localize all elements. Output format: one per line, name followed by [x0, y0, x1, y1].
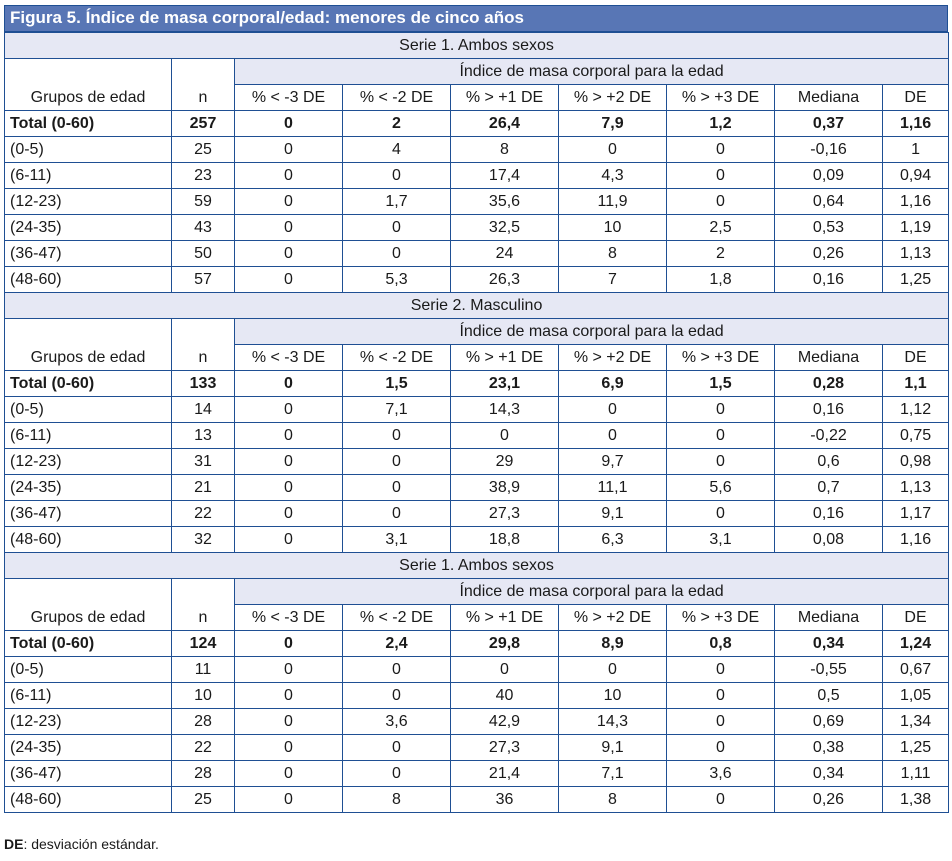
cell-de: 0,94: [883, 163, 949, 189]
cell-de: 1,16: [883, 111, 949, 137]
cell-pct-lt-3de: 0: [235, 215, 343, 241]
cell-pct-gt-1de: 0: [451, 657, 559, 683]
cell-mediana: 0,26: [775, 241, 883, 267]
cell-pct-gt-3de: 1,5: [667, 371, 775, 397]
cell-pct-lt-3de: 0: [235, 371, 343, 397]
cell-pct-lt-3de: 0: [235, 657, 343, 683]
cell-pct-lt-3de: 0: [235, 397, 343, 423]
cell-pct-lt-3de: 0: [235, 787, 343, 813]
cell-pct-lt-2de: 0: [343, 761, 451, 787]
cell-de: 1,13: [883, 475, 949, 501]
series-header-row: [5, 293, 949, 319]
index-header-row: [5, 59, 949, 85]
cell-de: 0,98: [883, 449, 949, 475]
table-row: [5, 241, 949, 267]
cell-mediana: 0,69: [775, 709, 883, 735]
cell-pct-gt-3de: 0: [667, 137, 775, 163]
cell-n: 28: [172, 709, 235, 735]
cell-pct-lt-3de: 0: [235, 111, 343, 137]
col-header-de: DE: [883, 605, 949, 631]
cell-pct-gt-3de: 0: [667, 397, 775, 423]
col-header-pct-gt-3de: % > +3 DE: [667, 605, 775, 631]
cell-n: 43: [172, 215, 235, 241]
footnote: [4, 836, 159, 852]
cell-pct-gt-3de: 2,5: [667, 215, 775, 241]
cell-pct-lt-2de: 0: [343, 475, 451, 501]
cell-pct-lt-3de: 0: [235, 527, 343, 553]
cell-mediana: -0,22: [775, 423, 883, 449]
col-header-mediana: Mediana: [775, 605, 883, 631]
cell-pct-gt-2de: 11,9: [559, 189, 667, 215]
cell-age-group: (24-35): [5, 215, 172, 241]
cell-pct-lt-2de: 0: [343, 501, 451, 527]
cell-mediana: 0,34: [775, 631, 883, 657]
col-header-n: n: [172, 59, 235, 111]
cell-pct-gt-2de: 14,3: [559, 709, 667, 735]
cell-pct-gt-1de: 17,4: [451, 163, 559, 189]
table-row: [5, 397, 949, 423]
cell-pct-gt-1de: 26,4: [451, 111, 559, 137]
col-header-pct-gt-2de: % > +2 DE: [559, 85, 667, 111]
cell-pct-gt-1de: 40: [451, 683, 559, 709]
cell-pct-lt-3de: 0: [235, 631, 343, 657]
cell-pct-gt-3de: 0: [667, 735, 775, 761]
cell-age-group: Total (0-60): [5, 371, 172, 397]
cell-n: 23: [172, 163, 235, 189]
cell-mediana: 0,16: [775, 397, 883, 423]
cell-pct-lt-3de: 0: [235, 449, 343, 475]
cell-pct-lt-2de: 0: [343, 163, 451, 189]
cell-mediana: 0,6: [775, 449, 883, 475]
cell-de: 1,05: [883, 683, 949, 709]
series-label: Serie 1. Ambos sexos: [5, 33, 949, 59]
cell-pct-gt-1de: 27,3: [451, 501, 559, 527]
cell-pct-lt-2de: 3,1: [343, 527, 451, 553]
cell-pct-lt-3de: 0: [235, 423, 343, 449]
col-header-pct-lt-3de: % < -3 DE: [235, 85, 343, 111]
cell-pct-lt-2de: 0: [343, 735, 451, 761]
cell-n: 50: [172, 241, 235, 267]
cell-pct-lt-2de: 7,1: [343, 397, 451, 423]
cell-pct-gt-3de: 1,8: [667, 267, 775, 293]
cell-pct-lt-3de: 0: [235, 267, 343, 293]
col-header-pct-lt-3de: % < -3 DE: [235, 345, 343, 371]
col-header-pct-gt-1de: % > +1 DE: [451, 85, 559, 111]
cell-pct-gt-2de: 8: [559, 241, 667, 267]
cell-age-group: (24-35): [5, 475, 172, 501]
cell-n: 257: [172, 111, 235, 137]
cell-pct-lt-2de: 4: [343, 137, 451, 163]
cell-mediana: 0,28: [775, 371, 883, 397]
index-header: Índice de masa corporal para la edad: [235, 59, 949, 85]
cell-pct-gt-1de: 29: [451, 449, 559, 475]
col-header-n: n: [172, 579, 235, 631]
cell-pct-lt-2de: 0: [343, 215, 451, 241]
cell-n: 25: [172, 787, 235, 813]
cell-n: 28: [172, 761, 235, 787]
cell-pct-gt-1de: 27,3: [451, 735, 559, 761]
cell-pct-gt-3de: 3,6: [667, 761, 775, 787]
table-row: [5, 475, 949, 501]
col-header-de: DE: [883, 345, 949, 371]
cell-n: 25: [172, 137, 235, 163]
cell-mediana: 0,08: [775, 527, 883, 553]
cell-pct-gt-3de: 0: [667, 787, 775, 813]
cell-n: 14: [172, 397, 235, 423]
cell-mediana: 0,16: [775, 267, 883, 293]
cell-de: 1,17: [883, 501, 949, 527]
cell-pct-gt-1de: 32,5: [451, 215, 559, 241]
cell-n: 57: [172, 267, 235, 293]
cell-age-group: (6-11): [5, 423, 172, 449]
cell-n: 124: [172, 631, 235, 657]
cell-pct-gt-3de: 5,6: [667, 475, 775, 501]
cell-pct-gt-2de: 0: [559, 137, 667, 163]
cell-pct-gt-1de: 21,4: [451, 761, 559, 787]
cell-age-group: (36-47): [5, 241, 172, 267]
cell-age-group: (0-5): [5, 657, 172, 683]
table-row: [5, 657, 949, 683]
col-header-pct-gt-3de: % > +3 DE: [667, 345, 775, 371]
cell-pct-gt-3de: 1,2: [667, 111, 775, 137]
cell-de: 1,25: [883, 735, 949, 761]
table-row: [5, 787, 949, 813]
col-header-mediana: Mediana: [775, 345, 883, 371]
cell-pct-lt-3de: 0: [235, 137, 343, 163]
cell-age-group: (36-47): [5, 761, 172, 787]
col-header-age-group: Grupos de edad: [5, 579, 172, 631]
cell-pct-gt-3de: 0,8: [667, 631, 775, 657]
cell-pct-gt-2de: 8: [559, 787, 667, 813]
cell-pct-gt-3de: 0: [667, 683, 775, 709]
cell-mediana: 0,26: [775, 787, 883, 813]
cell-pct-gt-2de: 9,1: [559, 501, 667, 527]
cell-pct-gt-1de: 38,9: [451, 475, 559, 501]
cell-pct-lt-2de: 8: [343, 787, 451, 813]
index-header-row: [5, 319, 949, 345]
cell-pct-gt-1de: 8: [451, 137, 559, 163]
table-row: [5, 449, 949, 475]
cell-age-group: (48-60): [5, 267, 172, 293]
cell-pct-lt-3de: 0: [235, 735, 343, 761]
cell-pct-gt-2de: 8,9: [559, 631, 667, 657]
cell-mediana: 0,09: [775, 163, 883, 189]
cell-de: 1,38: [883, 787, 949, 813]
bmi-table: [4, 32, 949, 813]
cell-pct-gt-1de: 23,1: [451, 371, 559, 397]
cell-pct-lt-2de: 2: [343, 111, 451, 137]
cell-n: 133: [172, 371, 235, 397]
cell-age-group: (12-23): [5, 709, 172, 735]
footnote-abbr: DE: [4, 836, 24, 852]
cell-pct-lt-3de: 0: [235, 761, 343, 787]
cell-pct-lt-3de: 0: [235, 683, 343, 709]
cell-pct-gt-3de: 2: [667, 241, 775, 267]
figure-5: [4, 5, 948, 813]
cell-pct-gt-1de: 14,3: [451, 397, 559, 423]
cell-n: 22: [172, 735, 235, 761]
cell-pct-gt-2de: 6,9: [559, 371, 667, 397]
cell-pct-gt-1de: 24: [451, 241, 559, 267]
cell-pct-gt-2de: 7: [559, 267, 667, 293]
cell-age-group: (24-35): [5, 735, 172, 761]
cell-age-group: (6-11): [5, 683, 172, 709]
cell-n: 22: [172, 501, 235, 527]
cell-pct-lt-3de: 0: [235, 501, 343, 527]
cell-age-group: (0-5): [5, 397, 172, 423]
cell-pct-gt-3de: 0: [667, 449, 775, 475]
cell-de: 1,25: [883, 267, 949, 293]
cell-n: 13: [172, 423, 235, 449]
cell-pct-gt-2de: 4,3: [559, 163, 667, 189]
series-label: Serie 2. Masculino: [5, 293, 949, 319]
cell-pct-gt-3de: 0: [667, 709, 775, 735]
footnote-text: : desviación estándar.: [23, 836, 159, 852]
cell-pct-lt-3de: 0: [235, 241, 343, 267]
series-header-row: [5, 33, 949, 59]
cell-pct-lt-2de: 2,4: [343, 631, 451, 657]
table-row: [5, 761, 949, 787]
table-row: [5, 709, 949, 735]
col-header-pct-gt-3de: % > +3 DE: [667, 85, 775, 111]
cell-pct-gt-2de: 6,3: [559, 527, 667, 553]
table-row: [5, 215, 949, 241]
cell-mediana: 0,38: [775, 735, 883, 761]
cell-mediana: 0,16: [775, 501, 883, 527]
cell-de: 1,12: [883, 397, 949, 423]
index-header-row: [5, 579, 949, 605]
cell-pct-lt-3de: 0: [235, 709, 343, 735]
cell-pct-gt-1de: 36: [451, 787, 559, 813]
table-row: [5, 501, 949, 527]
col-header-age-group: Grupos de edad: [5, 59, 172, 111]
cell-de: 1,24: [883, 631, 949, 657]
cell-age-group: (12-23): [5, 189, 172, 215]
cell-pct-gt-2de: 10: [559, 683, 667, 709]
cell-n: 32: [172, 527, 235, 553]
figure-title: Figura 5. Índice de masa corporal/edad: menores de cinco años: [4, 5, 948, 32]
cell-pct-lt-2de: 1,7: [343, 189, 451, 215]
cell-pct-gt-2de: 9,7: [559, 449, 667, 475]
cell-de: 0,75: [883, 423, 949, 449]
cell-de: 1,11: [883, 761, 949, 787]
cell-pct-gt-2de: 9,1: [559, 735, 667, 761]
cell-age-group: (0-5): [5, 137, 172, 163]
col-header-pct-lt-2de: % < -2 DE: [343, 605, 451, 631]
cell-de: 1: [883, 137, 949, 163]
cell-de: 1,16: [883, 189, 949, 215]
cell-mediana: -0,55: [775, 657, 883, 683]
cell-pct-gt-3de: 0: [667, 501, 775, 527]
cell-pct-lt-2de: 0: [343, 449, 451, 475]
cell-pct-gt-1de: 35,6: [451, 189, 559, 215]
cell-age-group: (48-60): [5, 787, 172, 813]
cell-pct-lt-2de: 1,5: [343, 371, 451, 397]
cell-de: 1,1: [883, 371, 949, 397]
cell-pct-gt-2de: 7,1: [559, 761, 667, 787]
cell-pct-gt-2de: 0: [559, 397, 667, 423]
cell-n: 21: [172, 475, 235, 501]
cell-de: 1,13: [883, 241, 949, 267]
cell-mediana: 0,7: [775, 475, 883, 501]
cell-pct-lt-2de: 5,3: [343, 267, 451, 293]
index-header: Índice de masa corporal para la edad: [235, 319, 949, 345]
cell-pct-gt-1de: 42,9: [451, 709, 559, 735]
cell-pct-lt-3de: 0: [235, 189, 343, 215]
cell-pct-gt-1de: 29,8: [451, 631, 559, 657]
col-header-pct-lt-2de: % < -2 DE: [343, 85, 451, 111]
cell-age-group: (12-23): [5, 449, 172, 475]
cell-pct-gt-3de: 3,1: [667, 527, 775, 553]
cell-pct-gt-2de: 0: [559, 657, 667, 683]
table-row: [5, 683, 949, 709]
cell-pct-gt-2de: 10: [559, 215, 667, 241]
cell-pct-gt-2de: 7,9: [559, 111, 667, 137]
col-header-pct-gt-1de: % > +1 DE: [451, 345, 559, 371]
cell-pct-gt-3de: 0: [667, 163, 775, 189]
cell-pct-lt-3de: 0: [235, 475, 343, 501]
table-row: [5, 189, 949, 215]
table-row: [5, 527, 949, 553]
col-header-mediana: Mediana: [775, 85, 883, 111]
cell-age-group: Total (0-60): [5, 111, 172, 137]
table-row: [5, 137, 949, 163]
col-header-pct-gt-2de: % > +2 DE: [559, 345, 667, 371]
cell-age-group: Total (0-60): [5, 631, 172, 657]
cell-n: 11: [172, 657, 235, 683]
cell-de: 1,16: [883, 527, 949, 553]
cell-pct-lt-2de: 0: [343, 241, 451, 267]
cell-pct-gt-3de: 0: [667, 423, 775, 449]
cell-n: 10: [172, 683, 235, 709]
table-row: [5, 267, 949, 293]
cell-pct-gt-1de: 26,3: [451, 267, 559, 293]
cell-pct-gt-1de: 18,8: [451, 527, 559, 553]
cell-pct-lt-2de: 3,6: [343, 709, 451, 735]
col-header-pct-lt-2de: % < -2 DE: [343, 345, 451, 371]
cell-de: 1,34: [883, 709, 949, 735]
col-header-pct-gt-2de: % > +2 DE: [559, 605, 667, 631]
cell-pct-gt-3de: 0: [667, 189, 775, 215]
cell-pct-gt-1de: 0: [451, 423, 559, 449]
total-row: [5, 371, 949, 397]
col-header-age-group: Grupos de edad: [5, 319, 172, 371]
cell-de: 1,19: [883, 215, 949, 241]
cell-mediana: 0,34: [775, 761, 883, 787]
col-header-pct-gt-1de: % > +1 DE: [451, 605, 559, 631]
cell-n: 59: [172, 189, 235, 215]
col-header-n: n: [172, 319, 235, 371]
col-header-de: DE: [883, 85, 949, 111]
cell-mediana: 0,5: [775, 683, 883, 709]
cell-n: 31: [172, 449, 235, 475]
table-row: [5, 423, 949, 449]
cell-mediana: -0,16: [775, 137, 883, 163]
cell-mediana: 0,64: [775, 189, 883, 215]
cell-mediana: 0,37: [775, 111, 883, 137]
table-row: [5, 163, 949, 189]
cell-age-group: (6-11): [5, 163, 172, 189]
col-header-pct-lt-3de: % < -3 DE: [235, 605, 343, 631]
cell-pct-gt-2de: 11,1: [559, 475, 667, 501]
series-header-row: [5, 553, 949, 579]
index-header: Índice de masa corporal para la edad: [235, 579, 949, 605]
cell-pct-gt-3de: 0: [667, 657, 775, 683]
cell-de: 0,67: [883, 657, 949, 683]
cell-mediana: 0,53: [775, 215, 883, 241]
cell-pct-lt-2de: 0: [343, 423, 451, 449]
series-label: Serie 1. Ambos sexos: [5, 553, 949, 579]
table-row: [5, 735, 949, 761]
cell-age-group: (48-60): [5, 527, 172, 553]
cell-pct-lt-3de: 0: [235, 163, 343, 189]
cell-pct-gt-2de: 0: [559, 423, 667, 449]
total-row: [5, 631, 949, 657]
cell-age-group: (36-47): [5, 501, 172, 527]
total-row: [5, 111, 949, 137]
cell-pct-lt-2de: 0: [343, 683, 451, 709]
cell-pct-lt-2de: 0: [343, 657, 451, 683]
